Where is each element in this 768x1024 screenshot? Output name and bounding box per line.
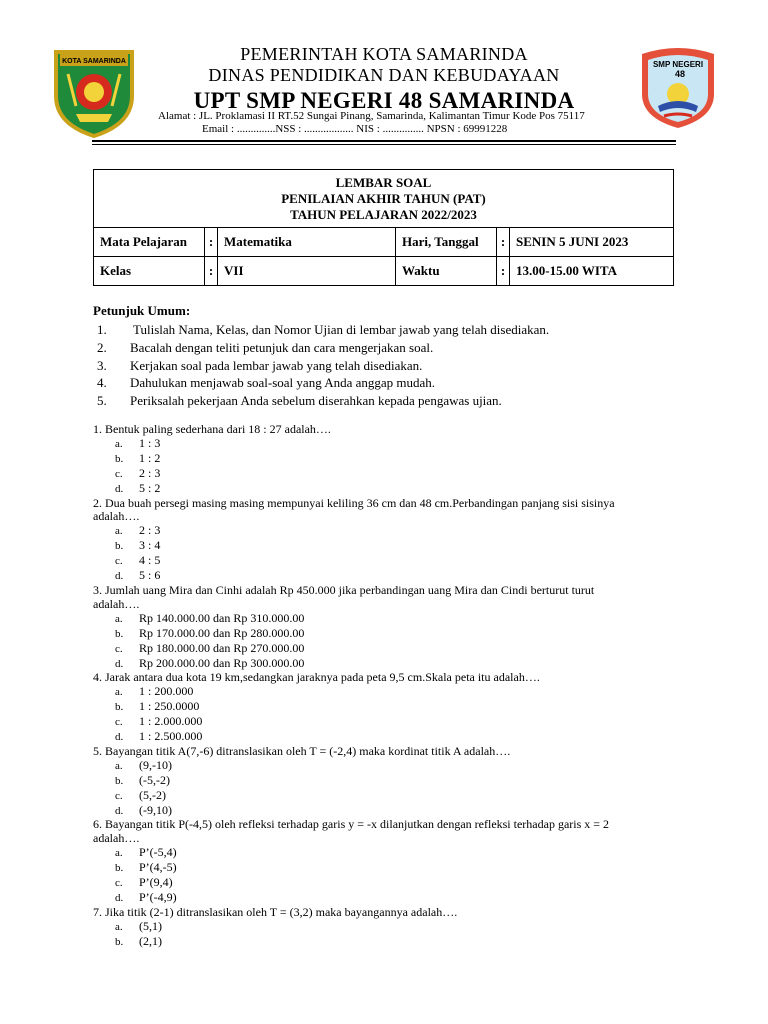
- question-text: 3. Jumlah uang Mira dan Cinhi adalah Rp 450.000 jika perbandingan uang Mira dan Cindi berturut turut: [93, 582, 595, 597]
- letterhead-school: UPT SMP NEGERI 48 SAMARINDA: [193, 88, 575, 113]
- logo-left-text: KOTA SAMARINDA: [62, 58, 126, 65]
- answer-option: [93, 876, 673, 891]
- option-text: Rp 180.000.00 dan Rp 270.000.00: [139, 640, 305, 655]
- option-text: 1 : 2: [139, 450, 161, 465]
- option-letter: b.: [115, 540, 124, 553]
- answer-option: [93, 789, 673, 804]
- instruction-item: [93, 374, 693, 392]
- answer-option: [93, 730, 673, 745]
- answer-option: [93, 452, 673, 467]
- question-text: 5. Bayangan titik A(7,-6) ditranslasikan oleh T = (-2,4) maka kordinat titik A adalah….: [93, 743, 511, 758]
- letterhead-address-block: [158, 110, 618, 136]
- answer-option: [93, 920, 673, 935]
- answer-option: [93, 627, 673, 642]
- question-text: 1. Bentuk paling sederhana dari 18 : 27 adalah….: [93, 422, 331, 436]
- exam-info-table: [93, 169, 674, 286]
- option-letter: d.: [115, 804, 124, 817]
- option-text: (5,1): [139, 918, 162, 933]
- letterhead: [150, 44, 618, 114]
- option-text: 1 : 2.000.000: [139, 714, 203, 729]
- option-text: P’(-4,9): [139, 890, 177, 904]
- answer-option: [93, 437, 673, 452]
- smp-negeri-48-logo: [636, 44, 720, 130]
- letterhead-rule-thick: [92, 140, 676, 142]
- instruction-number: 2.: [97, 339, 107, 355]
- option-letter: a.: [115, 525, 123, 538]
- option-text: 1 : 250.0000: [139, 699, 200, 714]
- letterhead-department: DINAS PENDIDIKAN DAN KEBUDAYAAN: [208, 65, 560, 85]
- question-text-continued: adalah….: [93, 509, 140, 524]
- exam-title-cell: [94, 170, 674, 228]
- question-2: [93, 497, 673, 584]
- option-letter: a.: [115, 920, 123, 933]
- colon: :: [497, 257, 510, 286]
- instructions-list: [93, 321, 693, 410]
- colon: :: [497, 228, 510, 257]
- question-5: [93, 745, 673, 819]
- option-letter: b.: [115, 862, 124, 875]
- option-letter: c.: [115, 467, 123, 480]
- logo-right-text: SMP NEGERI: [652, 60, 704, 69]
- option-letter: a.: [115, 847, 123, 860]
- question-text-continued: adalah….: [93, 596, 140, 611]
- instructions-heading: Petunjuk Umum:: [93, 303, 191, 318]
- class-value: VII: [218, 257, 396, 286]
- option-letter: a.: [115, 612, 123, 625]
- instruction-item: [93, 392, 693, 410]
- option-text: 5 : 2: [139, 480, 161, 495]
- logo-right-number: 48: [674, 69, 686, 79]
- option-text: 4 : 5: [139, 553, 161, 568]
- option-letter: c.: [115, 789, 123, 802]
- answer-option: [93, 774, 673, 789]
- answer-option: [93, 467, 673, 482]
- question-3: [93, 584, 673, 671]
- instruction-item: [93, 339, 693, 357]
- option-letter: a.: [115, 686, 123, 699]
- school-contacts: Email : ..............NSS : .................. NIS : ............... NPSN : 69991228: [202, 123, 508, 135]
- option-letter: a.: [115, 759, 123, 772]
- answer-option: [93, 554, 673, 569]
- option-text: 1 : 2.500.000: [139, 729, 203, 744]
- answer-option: [93, 861, 673, 876]
- option-letter: c.: [115, 555, 123, 568]
- question-text: 6. Bayangan titik P(-4,5) oleh refleksi terhadap garis y = -x dilanjutkan dengan refleksi terhadap garis x = 2: [93, 817, 610, 832]
- question-text: 7. Jika titik (2-1) ditranslasikan oleh T = (3,2) maka bayangannya adalah….: [93, 904, 458, 919]
- option-text: Rp 200.000.00 dan Rp 300.000.00: [139, 655, 305, 670]
- instruction-item: [93, 321, 693, 339]
- option-letter: b.: [115, 774, 124, 787]
- question-1: [93, 423, 673, 497]
- option-letter: c.: [115, 642, 123, 655]
- option-text: 2 : 3: [139, 523, 161, 538]
- answer-option: [93, 524, 673, 539]
- option-text: (5,-2): [139, 787, 166, 802]
- instruction-item: [93, 357, 693, 375]
- option-letter: b.: [115, 701, 124, 714]
- general-instructions: [93, 303, 693, 410]
- answer-option: [93, 482, 673, 497]
- option-letter: d.: [115, 570, 124, 583]
- option-text: 5 : 6: [139, 568, 161, 583]
- option-text: (-5,-2): [139, 772, 170, 787]
- option-text: (9,-10): [139, 757, 172, 772]
- option-letter: b.: [115, 452, 124, 465]
- answer-option: [93, 935, 673, 950]
- answer-option: [93, 657, 673, 672]
- question-7: [93, 906, 673, 950]
- date-label: Hari, Tanggal: [396, 228, 497, 257]
- option-text: 3 : 4: [139, 538, 161, 553]
- answer-option: [93, 804, 673, 819]
- instruction-text: Kerjakan soal pada lembar jawab yang telah disediakan.: [130, 357, 423, 373]
- question-4: [93, 671, 673, 745]
- instruction-text: Periksalah pekerjaan Anda sebelum diserahkan kepada pengawas ujian.: [130, 393, 502, 409]
- option-text: Rp 170.000.00 dan Rp 280.000.00: [139, 625, 305, 640]
- answer-option: [93, 612, 673, 627]
- instruction-number: 1.: [97, 322, 107, 337]
- colon: :: [205, 257, 218, 286]
- letterhead-rule-thin: [92, 144, 676, 145]
- instruction-number: 3.: [97, 357, 107, 373]
- option-text: 1 : 200.000: [139, 684, 194, 699]
- answer-option: [93, 759, 673, 774]
- question-text: 4. Jarak antara dua kota 19 km,sedangkan jaraknya pada peta 9,5 cm.Skala peta itu adalah….: [93, 670, 540, 685]
- questions-section: [93, 423, 673, 950]
- answer-option: [93, 539, 673, 554]
- option-letter: d.: [115, 482, 124, 495]
- option-text: 1 : 3: [139, 435, 161, 450]
- instruction-text: Tulislah Nama, Kelas, dan Nomor Ujian di lembar jawab yang telah disediakan.: [130, 322, 550, 337]
- option-text: P’(9,4): [139, 875, 173, 890]
- subject-label: Mata Pelajaran: [94, 228, 205, 257]
- answer-option: [93, 569, 673, 584]
- time-value: 13.00-15.00 WITA: [510, 257, 674, 286]
- subject-value: Matematika: [218, 228, 396, 257]
- answer-option: [93, 846, 673, 861]
- instruction-number: 4.: [97, 375, 107, 391]
- question-text-continued: adalah….: [93, 831, 140, 846]
- option-letter: b.: [115, 627, 124, 640]
- option-text: (-9,10): [139, 802, 172, 817]
- option-letter: d.: [115, 892, 124, 904]
- option-letter: c.: [115, 877, 123, 890]
- question-6: [93, 818, 673, 905]
- time-label: Waktu: [396, 257, 497, 286]
- option-text: (2,1): [139, 933, 162, 948]
- date-value: SENIN 5 JUNI 2023: [510, 228, 674, 257]
- class-label: Kelas: [94, 257, 205, 286]
- answer-option: [93, 700, 673, 715]
- option-letter: b.: [115, 935, 124, 948]
- school-address: Alamat : JL. Proklamasi II RT.52 Sungai Pinang, Samarinda, Kalimantan Timur Kode Pos 75117: [158, 110, 585, 122]
- colon: :: [205, 228, 218, 257]
- instruction-text: Dahulukan menjawab soal-soal yang Anda anggap mudah.: [130, 375, 436, 391]
- exam-title-line3: TAHUN PELAJARAN 2022/2023: [290, 206, 477, 222]
- option-text: P’(4,-5): [139, 860, 177, 875]
- letterhead-government: PEMERINTAH KOTA SAMARINDA: [240, 44, 528, 64]
- instruction-number: 5.: [97, 393, 107, 409]
- exam-title-line2: PENILAIAN AKHIR TAHUN (PAT): [281, 190, 486, 206]
- option-text: Rp 140.000.00 dan Rp 310.000.00: [139, 610, 305, 625]
- option-letter: d.: [115, 731, 124, 744]
- question-text: 2. Dua buah persegi masing masing mempunyai keliling 36 cm dan 48 cm.Perbandingan panjang sisi sisinya: [93, 495, 615, 510]
- answer-option: [93, 715, 673, 730]
- option-text: P’(-5,4): [139, 845, 177, 860]
- instruction-text: Bacalah dengan teliti petunjuk dan cara mengerjakan soal.: [130, 339, 434, 355]
- option-letter: c.: [115, 716, 123, 729]
- kota-samarinda-logo: [46, 44, 142, 140]
- answer-option: [93, 642, 673, 657]
- option-text: 2 : 3: [139, 465, 161, 480]
- answer-option: [93, 891, 673, 906]
- option-letter: d.: [115, 657, 124, 670]
- answer-option: [93, 685, 673, 700]
- option-letter: a.: [115, 437, 123, 450]
- exam-title-line1: LEMBAR SOAL: [335, 174, 432, 190]
